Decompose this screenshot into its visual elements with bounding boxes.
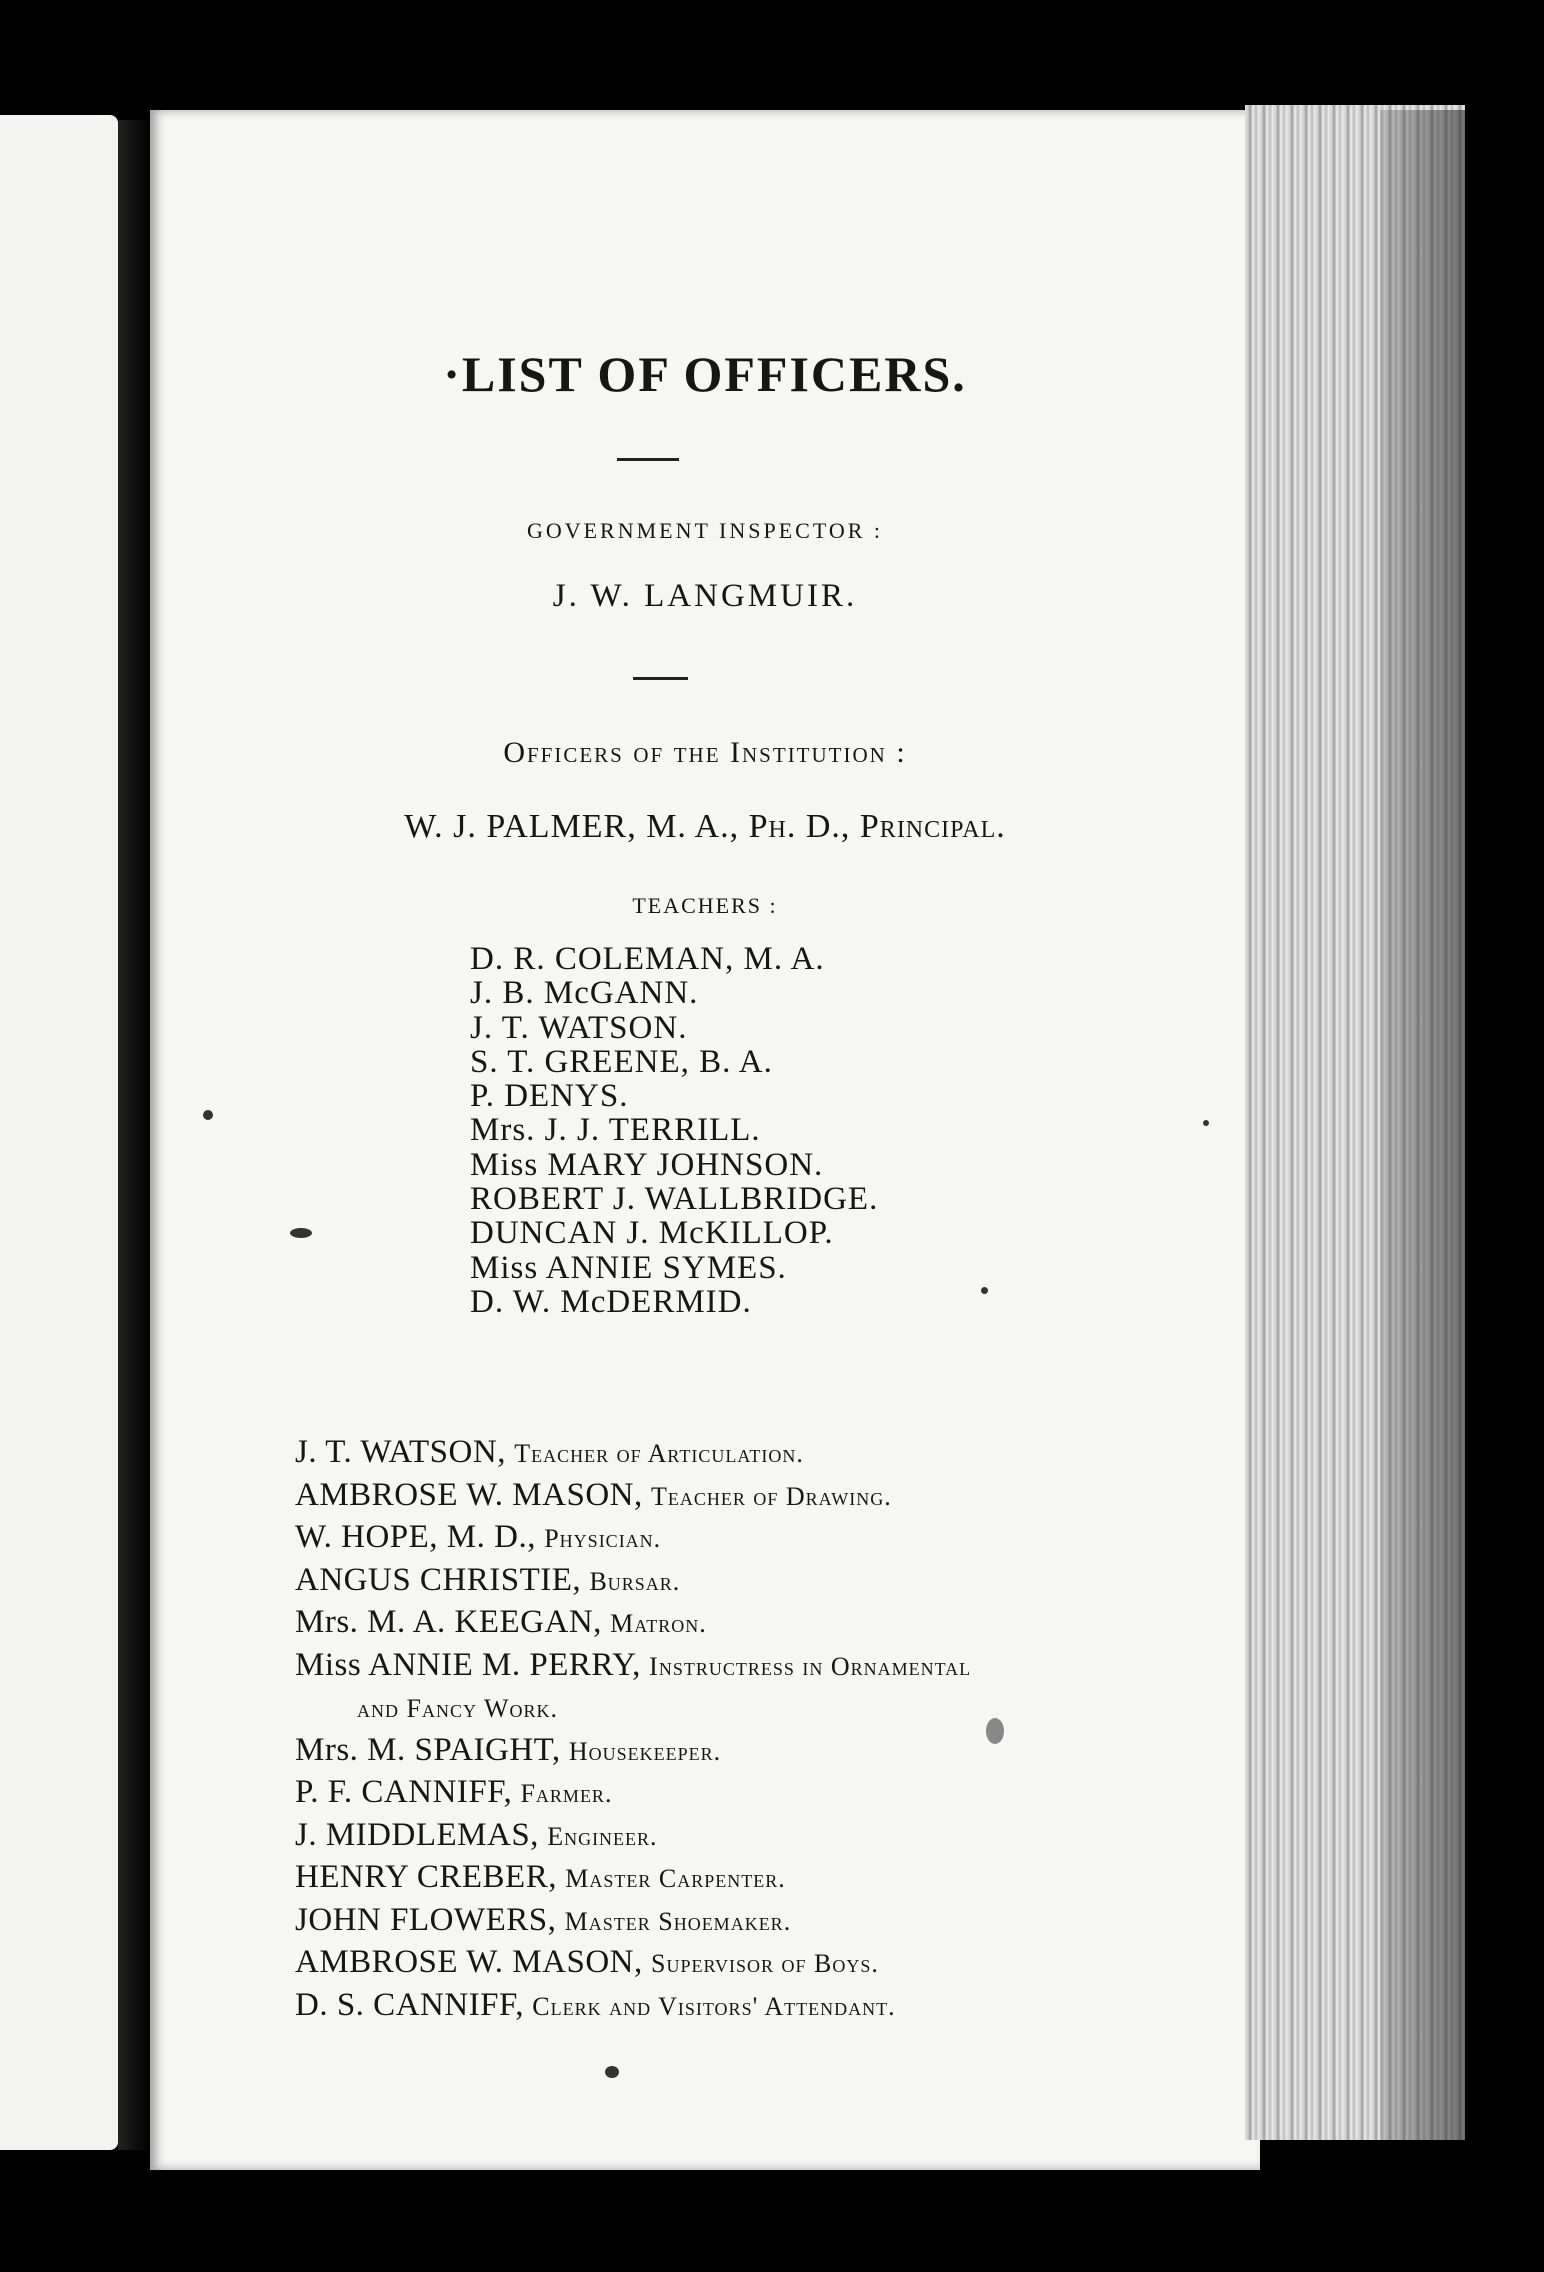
staff-role: Bursar.	[589, 1566, 681, 1596]
staff-name: Mrs. M. SPAIGHT,	[295, 1731, 561, 1768]
page-stack-shadow	[1380, 110, 1465, 2140]
staff-role: Engineer.	[547, 1821, 658, 1851]
staff-entry	[295, 1517, 971, 1560]
officers-heading: Officers of the Institution :	[503, 736, 907, 769]
staff-name: AMBROSE W. MASON,	[295, 1944, 643, 1980]
staff-name: Mrs. M. A. KEEGAN,	[295, 1604, 602, 1640]
teacher-name: Miss ANNIE SYMES.	[470, 1249, 787, 1286]
staff-role: Master Carpenter.	[565, 1864, 786, 1893]
teacher-name: J. T. WATSON.	[470, 1009, 688, 1046]
scan-speck	[605, 2066, 619, 2078]
staff-role: Physician.	[544, 1524, 662, 1553]
staff-name: AMBROSE W. MASON,	[295, 1476, 643, 1513]
scan-speck	[290, 1228, 312, 1238]
staff-role: Farmer.	[520, 1779, 613, 1808]
book-gutter	[118, 120, 150, 2150]
staff-role: Teacher of Drawing.	[651, 1481, 892, 1511]
staff-role: Clerk and Visitors' Attendant.	[532, 1991, 896, 2021]
page-title: ·LIST OF OFFICERS.	[443, 346, 967, 402]
staff-name: Miss ANNIE M. PERRY,	[295, 1646, 641, 1683]
staff-entry	[295, 1475, 971, 1518]
staff-entry	[295, 1772, 971, 1815]
principal-line: W. J. PALMER, M. A., Ph. D., Principal.	[404, 808, 1006, 845]
government-inspector-heading: GOVERNMENT INSPECTOR :	[526, 518, 884, 543]
staff-role: and Fancy Work.	[357, 1694, 559, 1723]
staff-role: Housekeeper.	[568, 1736, 722, 1766]
scan-speck	[981, 1287, 988, 1294]
staff-entry	[295, 1645, 971, 1688]
staff-entry	[295, 1432, 971, 1475]
staff-role: Instructress in Ornamental	[649, 1651, 972, 1681]
staff-entry	[295, 1985, 971, 2028]
teacher-name: Miss MARY JOHNSON.	[470, 1146, 824, 1183]
government-inspector-name: J. W. LANGMUIR.	[552, 578, 858, 614]
staff-entry-continuation	[295, 1687, 971, 1730]
teachers-heading: TEACHERS :	[632, 893, 778, 918]
staff-name: JOHN FLOWERS,	[295, 1901, 557, 1938]
teacher-name: J. B. McGANN.	[470, 975, 699, 1012]
staff-name: P. F. CANNIFF,	[295, 1774, 513, 1810]
staff-entry	[295, 1815, 971, 1858]
staff-entry	[295, 1602, 971, 1645]
staff-name: J. MIDDLEMAS,	[295, 1816, 539, 1853]
staff-entry	[295, 1900, 971, 1943]
staff-entry	[295, 1942, 971, 1985]
staff-role: Supervisor of Boys.	[651, 1949, 879, 1978]
section-divider	[633, 677, 688, 680]
staff-role: Master Shoemaker.	[564, 1906, 792, 1936]
teacher-name: DUNCAN J. McKILLOP.	[470, 1215, 834, 1252]
teacher-name: D. R. COLEMAN, M. A.	[470, 941, 825, 977]
staff-role: Teacher of Articulation.	[514, 1439, 804, 1468]
left-page-edge	[0, 115, 118, 2150]
staff-entry	[295, 1730, 971, 1773]
teachers-list	[470, 942, 878, 1319]
teacher-name: ROBERT J. WALLBRIDGE.	[470, 1181, 879, 1218]
staff-name: W. HOPE, M. D.,	[295, 1519, 536, 1555]
teacher-name: S. T. GREENE, B. A.	[470, 1043, 773, 1080]
teacher-name: D. W. McDERMID.	[470, 1283, 752, 1320]
scan-speck	[203, 1110, 213, 1120]
teacher-name: Mrs. J. J. TERRILL.	[470, 1112, 761, 1149]
title-divider	[617, 458, 679, 461]
scan-speck	[986, 1718, 1004, 1744]
staff-role: Matron.	[610, 1609, 707, 1638]
scan-speck	[1203, 1120, 1209, 1126]
staff-entry	[295, 1560, 971, 1603]
staff-name: HENRY CREBER,	[295, 1859, 557, 1895]
staff-entry	[295, 1857, 971, 1900]
staff-name: J. T. WATSON,	[295, 1434, 506, 1470]
staff-list	[295, 1432, 971, 2027]
teacher-name: P. DENYS.	[470, 1078, 629, 1115]
staff-name: D. S. CANNIFF,	[295, 1986, 524, 2023]
staff-name: ANGUS CHRISTIE,	[295, 1561, 582, 1598]
